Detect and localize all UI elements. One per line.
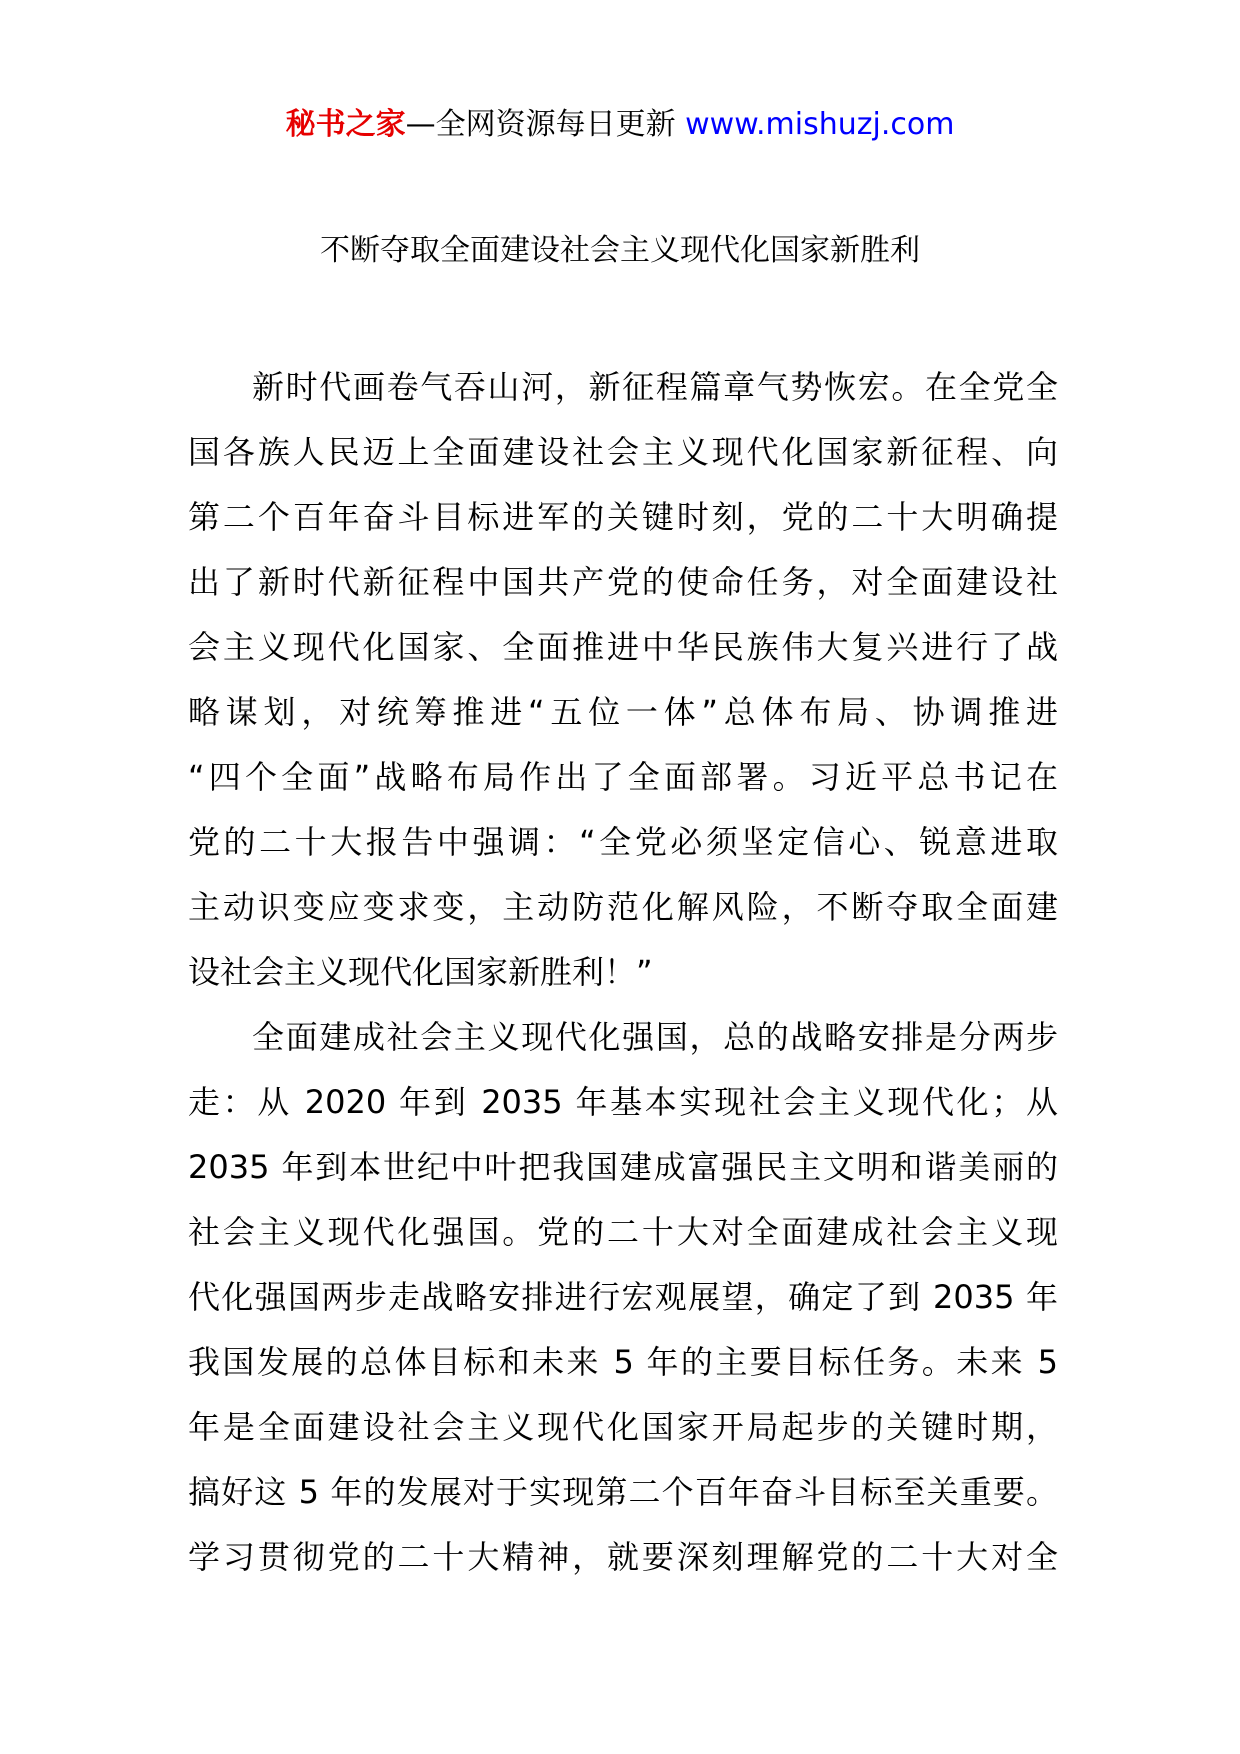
document-body bbox=[188, 355, 1058, 1590]
body-line: 搞好这 5 年的发展对于实现第二个百年奋斗目标至关重要。 bbox=[188, 1473, 1058, 1511]
document-title: 不断夺取全面建设社会主义现代化国家新胜利 bbox=[320, 233, 920, 268]
body-line: 走：从 2020 年到 2035 年基本实现社会主义现代化；从 bbox=[188, 1083, 1058, 1121]
body-line: 会主义现代化国家、全面推进中华民族伟大复兴进行了战 bbox=[188, 628, 1058, 666]
body-line: 代化强国两步走战略安排进行宏观展望，确定了到 2035 年 bbox=[188, 1278, 1058, 1316]
brand-name: 秘书之家 bbox=[285, 107, 406, 142]
body-line: 新时代画卷气吞山河，新征程篇章气势恢宏。在全党全 bbox=[252, 368, 1058, 406]
body-line: 党的二十大报告中强调：“全党必须坚定信心、锐意进取 bbox=[188, 823, 1058, 861]
body-line: 第二个百年奋斗目标进军的关键时刻，党的二十大明确提 bbox=[188, 498, 1058, 536]
body-line: “四个全面”战略布局作出了全面部署。习近平总书记在 bbox=[188, 758, 1058, 796]
body-line: 2035 年到本世纪中叶把我国建成富强民主文明和谐美丽的 bbox=[188, 1148, 1058, 1186]
header-tagline: —全网资源每日更新 bbox=[405, 107, 686, 142]
body-line: 国各族人民迈上全面建设社会主义现代化国家新征程、向 bbox=[188, 433, 1058, 471]
body-line: 社会主义现代化强国。党的二十大对全面建成社会主义现 bbox=[188, 1213, 1058, 1251]
body-line: 我国发展的总体目标和未来 5 年的主要目标任务。未来 5 bbox=[188, 1343, 1058, 1381]
body-line: 年是全面建设社会主义现代化国家开局起步的关键时期， bbox=[188, 1408, 1058, 1446]
site-url-link[interactable]: www.mishuzj.com bbox=[685, 107, 955, 142]
body-line: 出了新时代新征程中国共产党的使命任务，对全面建设社 bbox=[188, 563, 1058, 601]
body-line: 学习贯彻党的二十大精神，就要深刻理解党的二十大对全 bbox=[188, 1538, 1058, 1576]
body-line: 全面建成社会主义现代化强国，总的战略安排是分两步 bbox=[252, 1018, 1058, 1056]
site-header bbox=[0, 100, 1240, 150]
body-line: 略谋划，对统筹推进“五位一体”总体布局、协调推进 bbox=[188, 693, 1058, 731]
body-line: 主动识变应变求变，主动防范化解风险，不断夺取全面建 bbox=[188, 888, 1058, 926]
body-line: 设社会主义现代化国家新胜利！” bbox=[188, 953, 653, 991]
